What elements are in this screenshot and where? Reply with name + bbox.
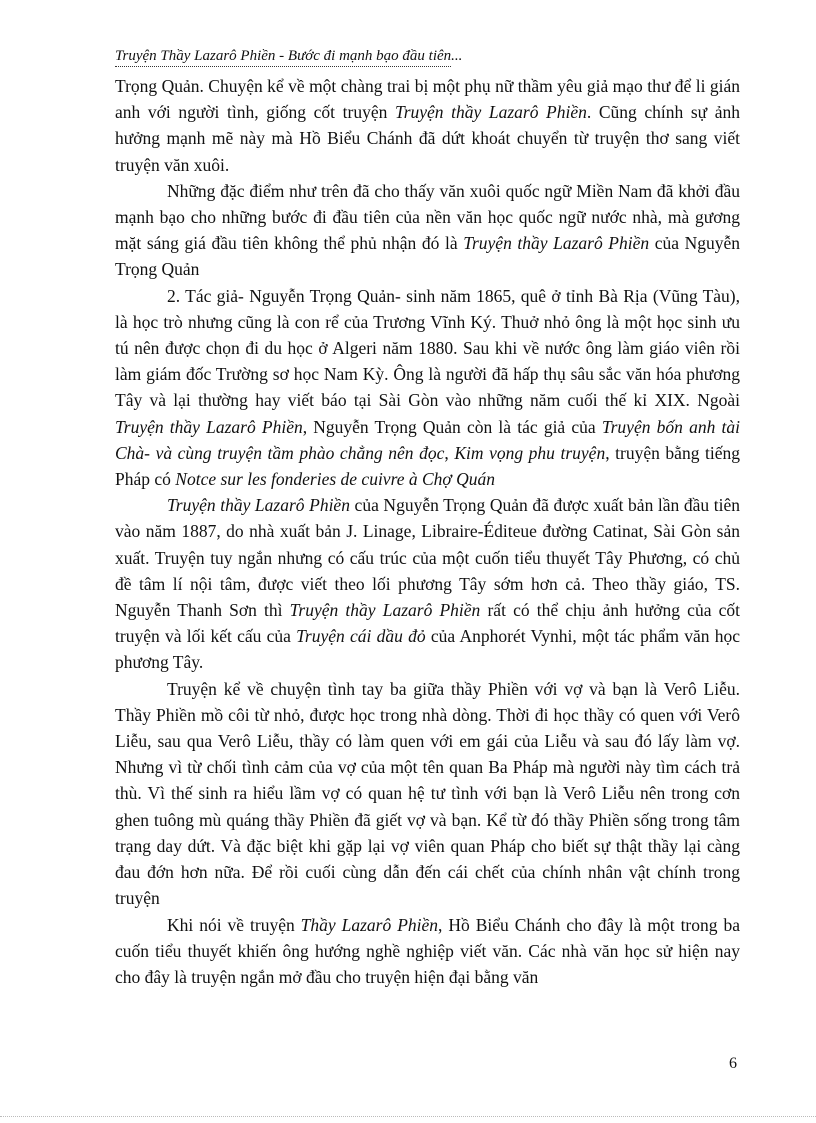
header-divider: [115, 66, 451, 67]
italic-title-text: Truyện thầy Lazarô Phiền: [167, 495, 350, 516]
italic-title-text: Truyện cái dầu đỏ: [296, 626, 426, 647]
paragraph-plot-summary: [115, 676, 740, 912]
italic-title-text: Truyện thầy Lazarô Phiền: [289, 600, 481, 621]
body-text: của Anphorét Vynhi, một tác phẩm văn học phương Tây.: [115, 626, 740, 673]
italic-title-text: Truyện thầy Lazarô Phiền: [463, 233, 650, 254]
italic-title-text: Truyện thầy Lazarô Phiền: [394, 102, 587, 123]
body-text: Trọng Quản. Chuyện kể về một chàng trai bị một phụ nữ thầm yêu giả mạo thư để li gián anh với người tình, giống cốt truyện: [115, 76, 740, 123]
body-text: ,: [444, 442, 455, 463]
paragraph-author-bio: [115, 283, 740, 493]
italic-title-text: Kim vọng phu truyện: [454, 442, 606, 463]
italic-title-text: Truyện thầy Lazarô Phiền: [115, 416, 303, 437]
body-text: , Nguyễn Trọng Quản còn là tác giả của: [302, 416, 602, 437]
paragraph-overview: [115, 178, 740, 283]
body-text: Truyện kể về chuyện tình tay ba giữa thầy Phiền với vợ và bạn là Verô Liễu. Thầy Phiền mồ côi từ nhỏ, được học trong nhà dòng. Thời đi học thầy có quen với Verô Liễu, sau qua Verô Liễu, thầy có làm quen với em gái của Liễu và sau đó lấy làm vợ. Nhưng vì từ chối tình cảm của vợ của một tên quan Ba Pháp mà người này tìm cách trả thù. Vì thế sinh ra hiểu lầm vợ có quan hệ tư tình với bạn là Verô Liễu nên trong cơn ghen tuông mù quáng thầy Phiền đã giết vợ và bạn. Kể từ đó thầy Phiền sống trong tâm trạng day dứt. Và đặc biệt khi gặp lại vợ viên quan Pháp cho biết sự thật thầy lại càng đau đớn hơn nữa. Để rồi cuối cùng dẫn đến cái chết của chính nhân vật chính trong truyện: [115, 678, 740, 909]
paragraph-continuation: [115, 73, 740, 178]
body-text: của Nguyễn Trọng Quản đã được xuất bản lần đầu tiên vào năm 1887, do nhà xuất bản J. Linage, Libraire-Éditeue đường Catinat, Sài Gòn sản xuất. Truyện tuy ngắn nhưng có cấu trúc của một cuốn tiểu thuyết Tây Phương, có chủ đề tâm lí nội tâm, được viết theo lối phương Tây sớm hơn cả. Theo thầy giáo, TS. Nguyễn Thanh Sơn thì: [115, 495, 740, 621]
page-number: 6: [729, 1055, 737, 1072]
body-text: của Nguyễn Trọng Quản: [115, 233, 741, 280]
body-text: . Cũng chính sự ảnh hưởng mạnh mẽ này mà Hồ Biểu Chánh đã dứt khoát chuyển từ truyện thơ sang viết truyện văn xuôi.: [115, 102, 740, 175]
body-text: rất có thể chịu ảnh hưởng của cốt truyện và lối kết cấu của: [115, 600, 740, 647]
running-header: Truyện Thầy Lazarô Phiền - Bước đi mạnh bạo đầu tiên...: [115, 48, 463, 64]
italic-title-text: Notce sur les fonderies de cuivre à Chợ Quán: [175, 469, 496, 490]
body-text: 2. Tác giả- Nguyễn Trọng Quản- sinh năm 1865, quê ở tỉnh Bà Rịa (Vũng Tàu), là học trò nhưng cũng là con rể của Trương Vĩnh Ký. Thuở nhỏ ông là một học sinh ưu tú nên được chọn đi du học ở Algeri năm 1880. Sau khi về nước ông làm giáo viên rồi làm giám đốc Trường sơ học Nam Kỳ. Ông là người đã hấp thụ sâu sắc văn hóa phương Tây và lại thường hay viết báo tại Sài Gòn vào những năm cuối thế kỉ XIX. Ngoài: [115, 285, 740, 411]
body-text: , truyện bằng tiếng Pháp có: [115, 442, 741, 490]
italic-title-text: Thầy Lazarô Phiền: [300, 914, 439, 935]
page-body: [115, 73, 740, 990]
body-text: Những đặc điểm như trên đã cho thấy văn xuôi quốc ngữ Miền Nam đã khởi đầu mạnh bạo cho những bước đi đầu tiên của nền văn học quốc ngữ nước nhà, mà gương mặt sáng giá đầu tiên không thể phủ nhận đó là: [115, 180, 740, 254]
body-text: Khi nói về truyện: [167, 914, 301, 935]
body-text: , Hồ Biểu Chánh cho đây là một trong ba cuốn tiểu thuyết khiến ông hướng nghề nghiệp viết văn. Các nhà văn học sử hiện nay cho đây là truyện ngắn mở đầu cho truyện hiện đại bằng văn: [115, 914, 740, 987]
paragraph-publication: [115, 492, 740, 675]
paragraph-reception: [115, 912, 740, 991]
italic-title-text: Truyện bốn anh tài Chà- và cùng truyện tầm phào chẳng nên đọc: [115, 416, 740, 463]
footer-divider: [0, 1116, 816, 1117]
